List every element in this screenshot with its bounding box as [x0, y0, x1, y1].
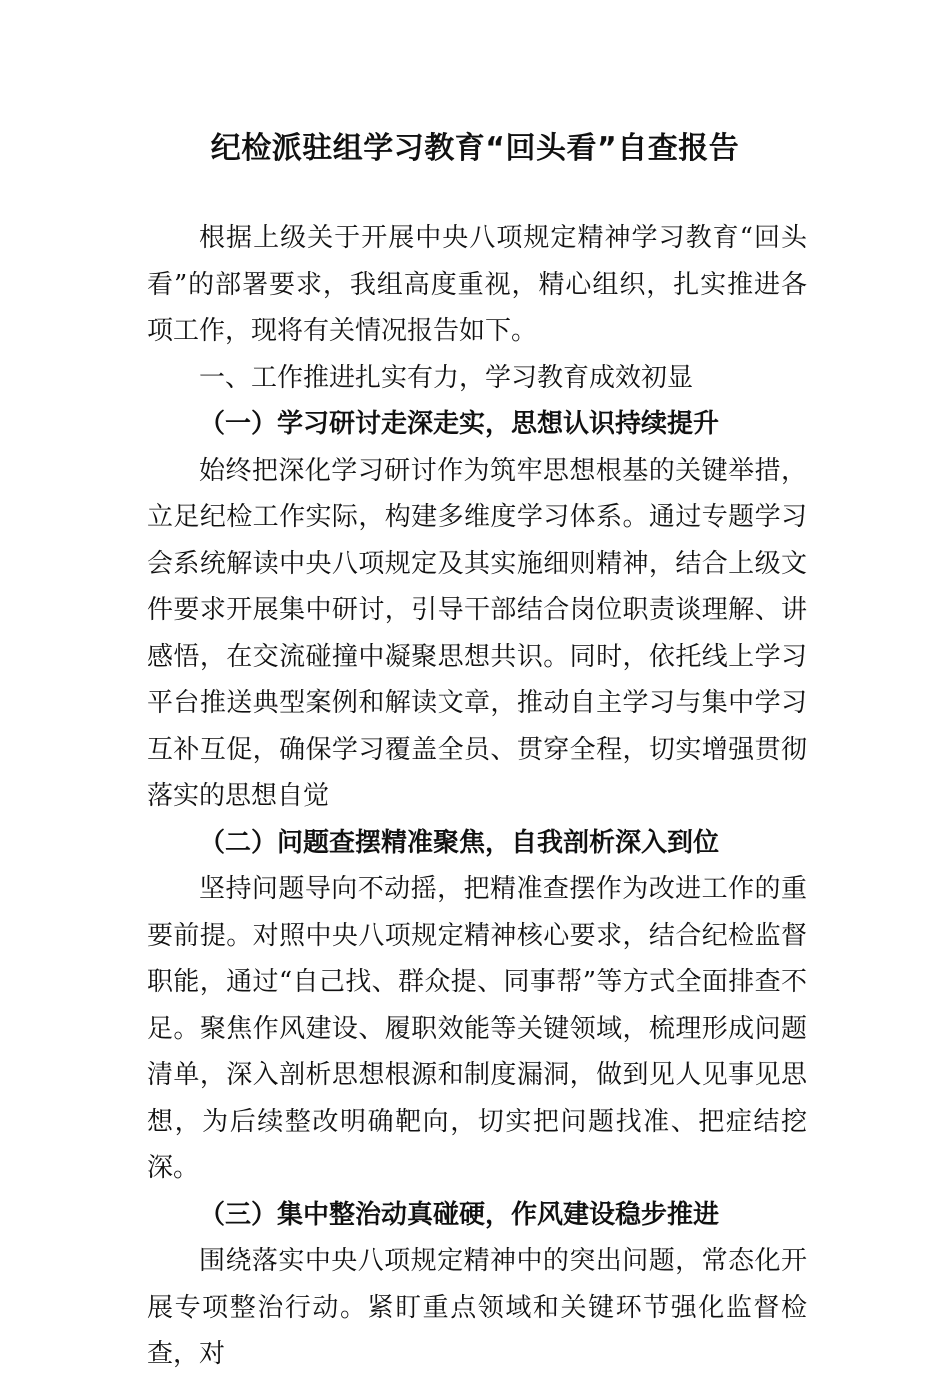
document-title: 纪检派驻组学习教育“回头看”自查报告	[210, 131, 740, 166]
subsection-body-3: 围绕落实中央八项规定精神中的突出问题，常态化开展专项整治行动。紧盯重点领域和关键环节强化监督检查，对	[147, 1246, 807, 1369]
intro-paragraph: 根据上级关于开展中央八项规定精神学习教育“回头看”的部署要求，我组高度重视，精心组织，扎实推进各项工作，现将有关情况报告如下。	[147, 223, 807, 346]
subsection-body-2: 坚持问题导向不动摇，把精准查摆作为改进工作的重要前提。对照中央八项规定精神核心要求，结合纪检监督职能，通过“自己找、群众提、同事帮”等方式全面排查不足。聚焦作风建设、履职效能等关键领域，梳理形成问题清单，深入剖析思想根源和制度漏洞，做到见人见事见思想，为后续整改明确靶向，切实把问题找准、把症结挖深。	[147, 874, 807, 1183]
subsection-heading-2: （二）问题查摆精准聚焦，自我剖析深入到位	[199, 827, 720, 858]
section-heading-1: 一、工作推进扎实有力，学习教育成效初显	[199, 362, 694, 393]
document-body	[147, 215, 807, 1378]
subsection-heading-3: （三）集中整治动真碰硬，作风建设稳步推进	[199, 1199, 720, 1230]
subsection-body-1: 始终把深化学习研讨作为筑牢思想根基的关键举措，立足纪检工作实际，构建多维度学习体系。通过专题学习会系统解读中央八项规定及其实施细则精神，结合上级文件要求开展集中研讨，引导干部结合岗位职责谈理解、讲感悟，在交流碰撞中凝聚思想共识。同时，依托线上学习平台推送典型案例和解读文章，推动自主学习与集中学习互补互促，确保学习覆盖全员、贯穿全程，切实增强贯彻落实的思想自觉	[147, 455, 807, 811]
subsection-heading-1: （一）学习研讨走深走实，思想认识持续提升	[199, 409, 720, 439]
